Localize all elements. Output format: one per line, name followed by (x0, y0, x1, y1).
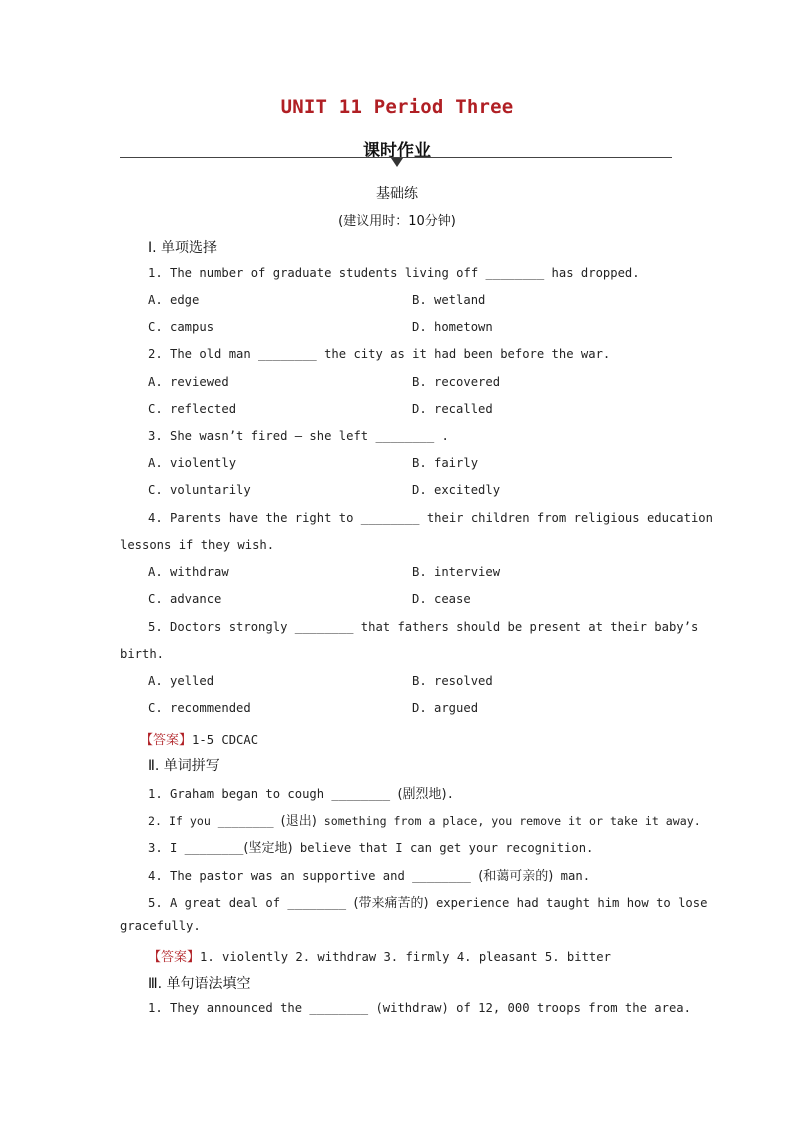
answer-label: 【答案】 (140, 733, 193, 748)
p2-q5-text: 5. A great deal of ________ (148, 896, 354, 910)
q2-option-c: C. reflected (148, 402, 237, 416)
q1-option-b: B. wetland (412, 293, 486, 307)
q2-stem: 2. The old man ________ the city as it had been before the war. (148, 347, 611, 361)
q1-stem: 1. The number of graduate students living off ________ has dropped. (148, 266, 640, 280)
p2-q2-text: 2. If you ________ (148, 814, 281, 828)
q4-stem-line1: 4. Parents have the right to ________ their children from religious education (148, 511, 713, 525)
p2-q2 (148, 810, 701, 829)
part1-heading: Ⅰ. 单项选择 (148, 240, 218, 256)
answer-label: 【答案】 (148, 950, 201, 965)
homework-subtitle: 课时作业 (363, 141, 431, 161)
p2-q5-end: experience had taught him how to lose (428, 896, 708, 910)
p2-q1-hint: (剧烈地) (397, 787, 447, 802)
q1-option-d: D. hometown (412, 320, 493, 334)
q3-option-b: B. fairly (412, 456, 479, 470)
q4-stem-line2: lessons if they wish. (120, 538, 275, 552)
q2-option-d: D. recalled (412, 402, 493, 416)
q3-option-a: A. violently (148, 456, 237, 470)
q2-option-a: A. reviewed (148, 375, 229, 389)
q4-option-d: D. cease (412, 592, 471, 606)
q1-option-c: C. campus (148, 320, 215, 334)
practice-heading: 基础练 (376, 186, 418, 202)
p2-q4-end: man. (553, 869, 591, 883)
p2-q5-line2: gracefully. (120, 919, 201, 933)
part1-answer (140, 729, 258, 748)
q5-stem-line1: 5. Doctors strongly ________ that fathers should be present at their baby’s (148, 620, 699, 634)
p2-q3 (148, 837, 593, 856)
p2-q4-hint: (和蔼可亲的) (478, 869, 554, 884)
p2-q3-end: believe that I can get your recognition. (292, 841, 594, 855)
part3-heading: Ⅲ. 单句语法填空 (148, 976, 251, 992)
p2-q4 (148, 865, 590, 884)
p2-q5 (148, 892, 707, 911)
unit-title: UNIT 11 Period Three (280, 96, 514, 118)
p3-q1: 1. They announced the ________ (withdraw) of 12, 000 troops from the area. (148, 1001, 691, 1015)
q5-option-b: B. resolved (412, 674, 493, 688)
q5-option-c: C. recommended (148, 701, 251, 715)
triangle-down-icon (391, 158, 403, 167)
q4-option-c: C. advance (148, 592, 222, 606)
p2-q1-end: . (446, 787, 454, 801)
p2-q1 (148, 783, 454, 802)
q5-option-a: A. yelled (148, 674, 215, 688)
p2-q3-text: 3. I ________ (148, 841, 244, 855)
time-hint: (建议用时：10分钟) (338, 214, 456, 229)
answer-text: 1. violently 2. withdraw 3. firmly 4. pleasant 5. bitter (200, 950, 611, 964)
q4-option-b: B. interview (412, 565, 501, 579)
part2-answer (148, 946, 611, 965)
q5-option-d: D. argued (412, 701, 479, 715)
p2-q2-hint: (退出) (280, 814, 317, 829)
q3-option-c: C. voluntarily (148, 483, 251, 497)
q1-option-a: A. edge (148, 293, 200, 307)
q2-option-b: B. recovered (412, 375, 501, 389)
p2-q5-hint: (带来痛苦的) (353, 896, 429, 911)
q5-stem-line2: birth. (120, 647, 165, 661)
q3-option-d: D. excitedly (412, 483, 501, 497)
part2-heading: Ⅱ. 单词拼写 (148, 758, 220, 774)
q4-option-a: A. withdraw (148, 565, 229, 579)
answer-text: 1-5 CDCAC (192, 733, 259, 747)
p2-q2-end: something from a place, you remove it or take it away. (316, 814, 701, 828)
p2-q3-hint: (坚定地) (243, 841, 293, 856)
p2-q4-text: 4. The pastor was an supportive and ________ (148, 869, 479, 883)
p2-q1-text: 1. Graham began to cough ________ (148, 787, 398, 801)
q3-stem: 3. She wasn’t fired — she left ________ . (148, 429, 449, 443)
